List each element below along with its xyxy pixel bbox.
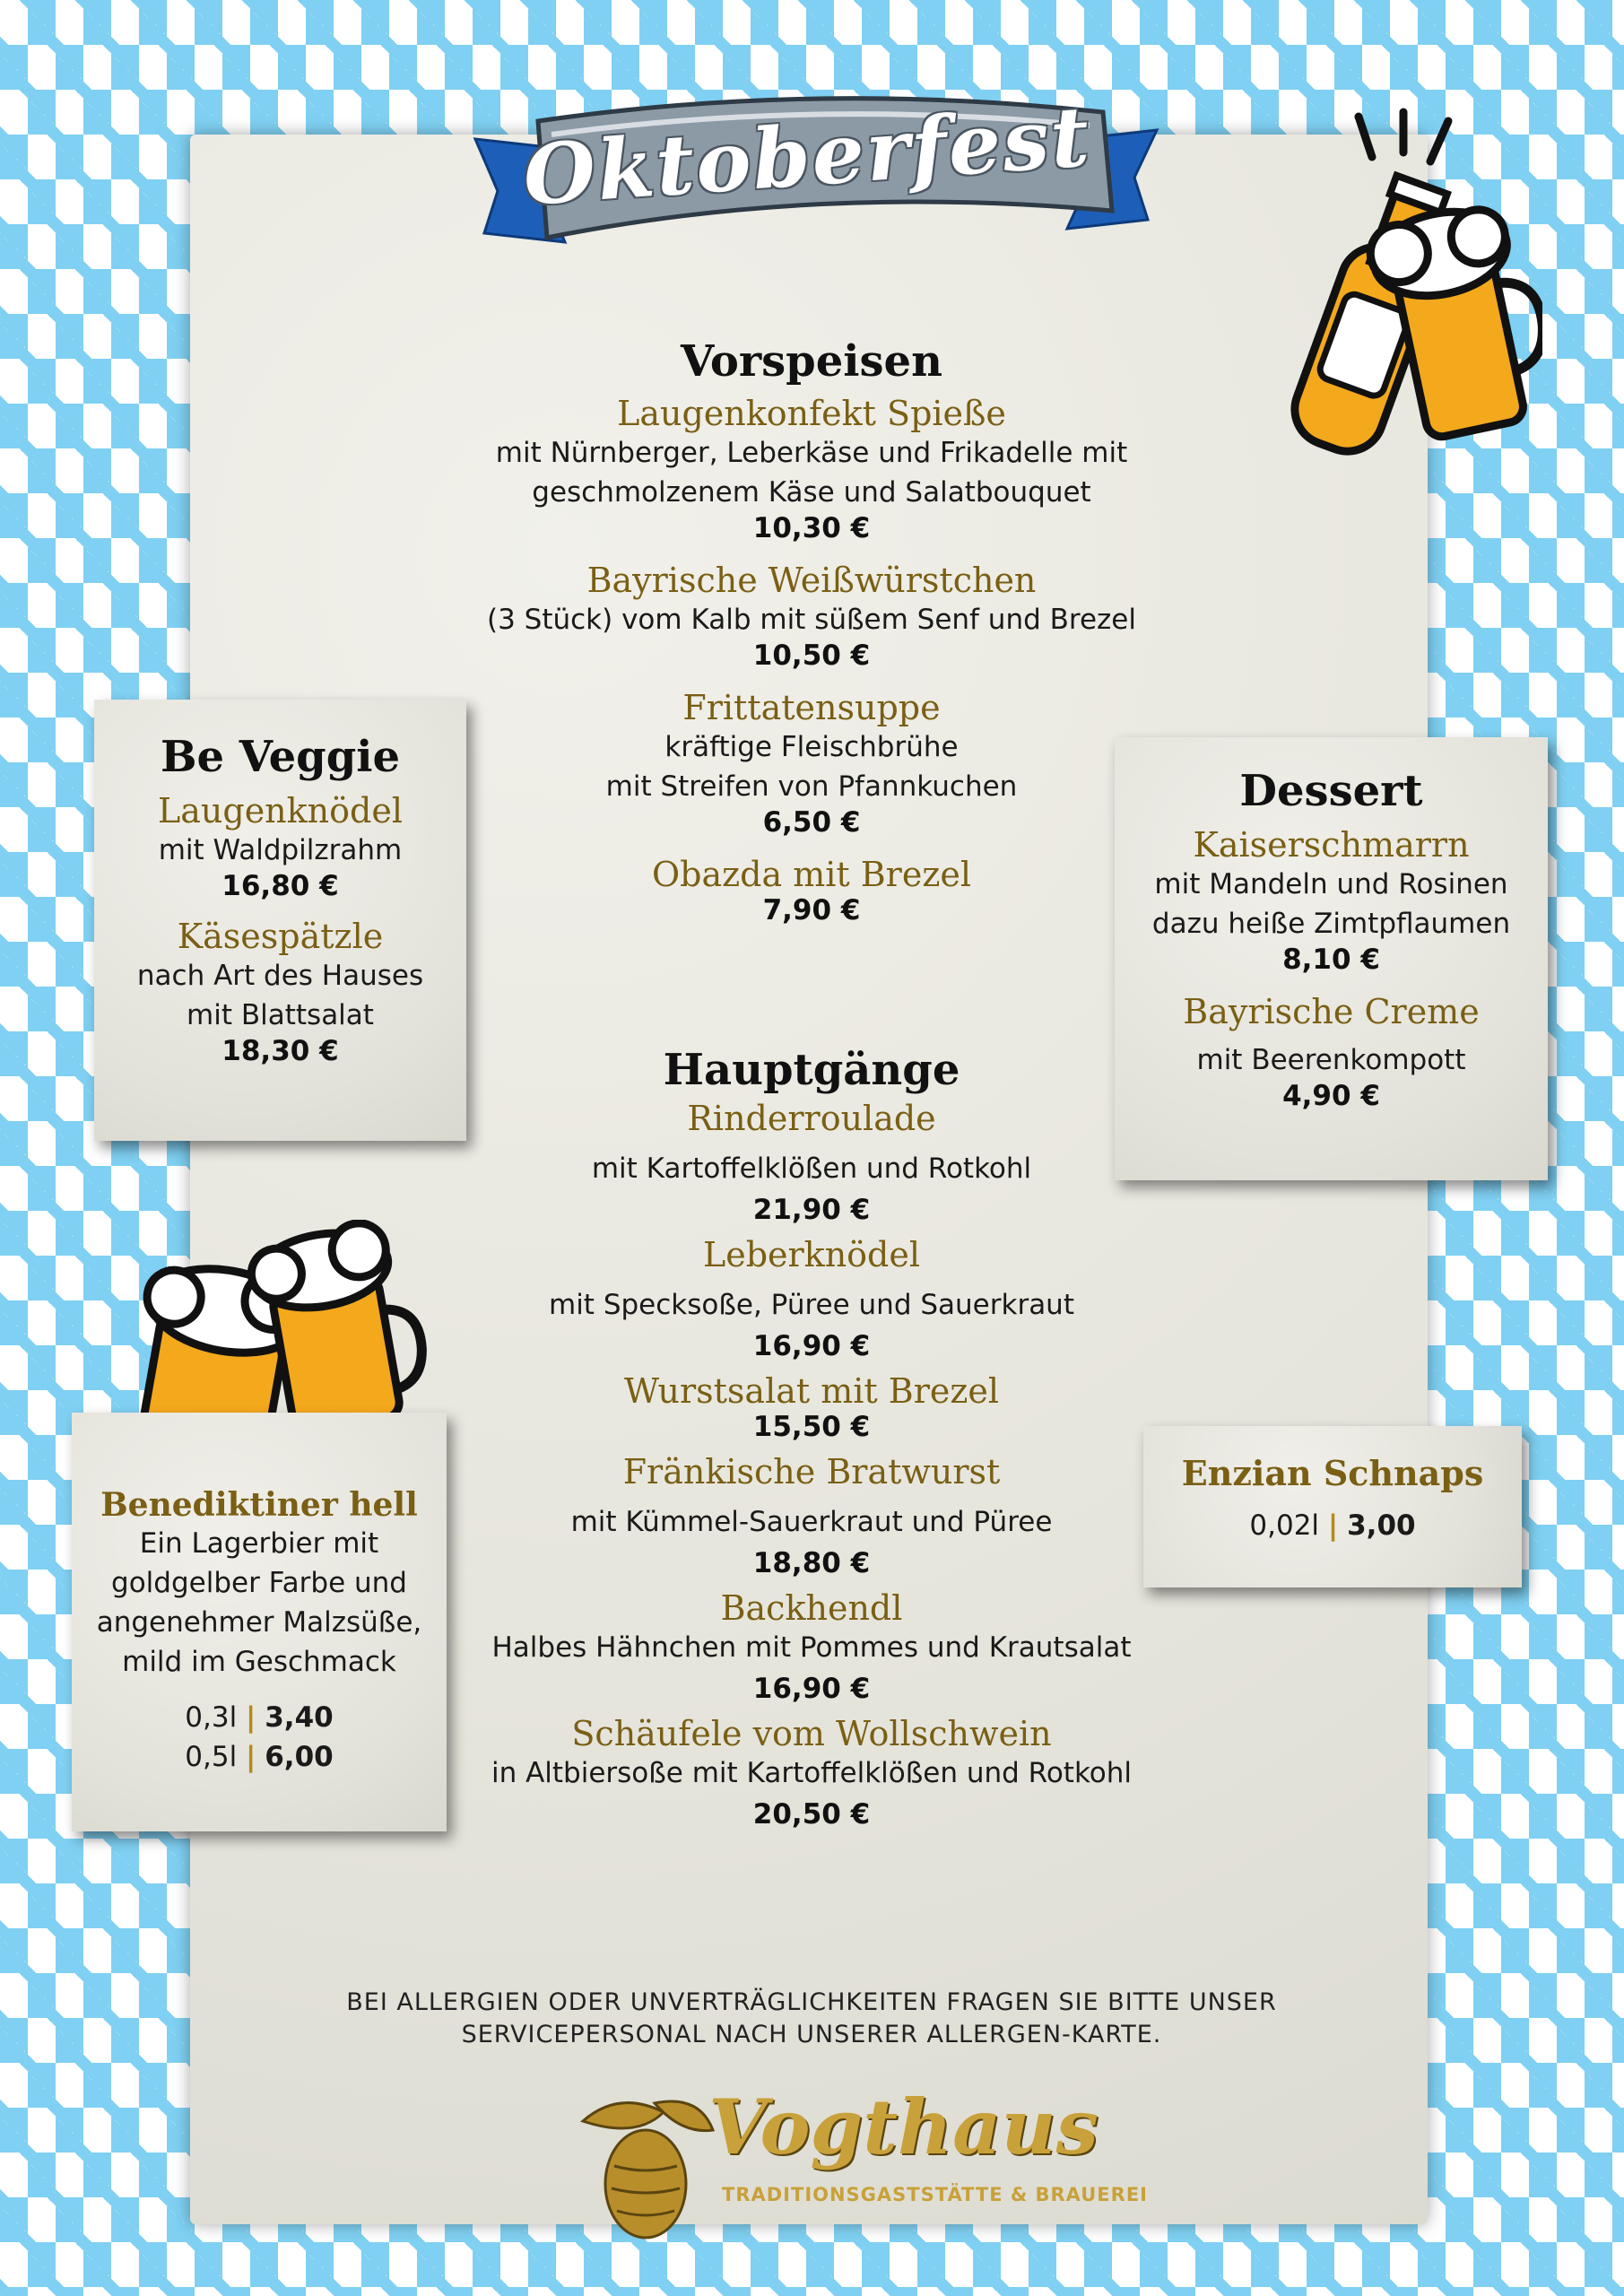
dish-price: 16,80 € <box>221 870 339 902</box>
dish-price: 10,50 € <box>752 639 871 672</box>
dish-price: 16,90 € <box>752 1673 871 1705</box>
dish-name: Leberknödel <box>702 1235 921 1274</box>
dish-desc: mit Kümmel-Sauerkraut und Püree <box>570 1506 1053 1538</box>
dish-desc: Halbes Hähnchen mit Pommes und Krautsalat <box>491 1631 1132 1664</box>
menu-item <box>386 1452 1238 1579</box>
menu-item <box>386 855 1238 926</box>
card-beer <box>72 1413 447 1831</box>
beer-desc-line: goldgelber Farbe und <box>111 1567 407 1599</box>
dish-desc: in Altbiersoße mit Kartoffelklößen und Rotkohl <box>491 1757 1133 1789</box>
dish-name: Kaiserschmarrn <box>1193 825 1470 865</box>
separator: | <box>1327 1509 1339 1542</box>
beer-price: 6,00 <box>265 1741 334 1773</box>
section-vorspeisen <box>386 336 1238 943</box>
dish-price: 10,30 € <box>752 512 871 544</box>
dish-name: Käsespätzle <box>177 917 384 956</box>
dish-price: 21,90 € <box>752 1194 871 1226</box>
card-veggie <box>94 700 466 1141</box>
dish-price: 20,50 € <box>752 1798 871 1831</box>
beer-bottle-and-mug-icon <box>1238 108 1542 466</box>
dish-desc: mit Nürnberger, Leberkäse und Frikadelle mit <box>495 437 1128 469</box>
card-schnaps <box>1143 1426 1522 1587</box>
dish-name: Schäufele vom Wollschwein <box>571 1714 1052 1753</box>
allergen-note-line: SERVICEPERSONAL NACH UNSERER ALLERGEN-KARTE. <box>461 2021 1162 2048</box>
dish-desc: kräftige Fleischbrühe <box>664 731 959 763</box>
menu-item <box>386 561 1238 672</box>
dish-name: Laugenknödel <box>158 791 403 831</box>
dish-price: 8,10 € <box>1282 944 1380 976</box>
menu-item <box>386 1235 1238 1362</box>
schnaps-size-row <box>1143 1506 1522 1545</box>
beer-size-row <box>72 1737 447 1777</box>
beer-desc-line: mild im Geschmack <box>122 1646 396 1678</box>
dish-desc: dazu heiße Zimtpflaumen <box>1151 908 1511 940</box>
menu-item <box>386 1714 1238 1831</box>
section-title: Hauptgänge <box>663 1045 960 1095</box>
logo-subtitle: TRADITIONSGASTSTÄTTE & BRAUEREI <box>722 2184 1148 2205</box>
beer-size: 0,5l <box>185 1741 238 1773</box>
beer-desc-line: Ein Lagerbier mit <box>139 1527 379 1560</box>
dish-name: Backhendl <box>720 1588 903 1628</box>
page-title: Oktoberfest <box>520 88 1094 224</box>
menu-item <box>386 1371 1238 1443</box>
dish-price: 16,90 € <box>752 1330 871 1362</box>
section-title: Dessert <box>1239 766 1423 816</box>
section-title: Be Veggie <box>160 732 401 782</box>
menu-item <box>386 394 1238 544</box>
section-title: Vorspeisen <box>681 336 942 387</box>
dish-name: Bayrische Weißwürstchen <box>586 561 1037 600</box>
beer-price: 3,40 <box>265 1701 334 1734</box>
dish-desc: geschmolzenem Käse und Salatbouquet <box>532 476 1091 509</box>
dish-name: Bayrische Creme <box>1183 992 1480 1031</box>
dish-desc: nach Art des Hauses <box>136 960 424 992</box>
schnaps-price: 3,00 <box>1347 1509 1416 1542</box>
beer-name: Benediktiner hell <box>100 1486 418 1524</box>
dish-name: Frittatensuppe <box>682 688 941 727</box>
dish-desc: mit Mandeln und Rosinen <box>1154 868 1508 900</box>
dish-price: 6,50 € <box>762 806 861 839</box>
dish-name: Fränkische Bratwurst <box>622 1452 1001 1492</box>
dish-price: 18,80 € <box>752 1547 871 1579</box>
beer-desc-line: angenehmer Malzsüße, <box>96 1606 422 1639</box>
dish-desc: mit Waldpilzrahm <box>158 834 403 866</box>
dish-desc: mit Blattsalat <box>187 999 374 1031</box>
card-dessert <box>1115 737 1548 1180</box>
beer-size-row <box>72 1698 447 1737</box>
dish-price: 15,50 € <box>752 1411 871 1443</box>
dish-desc: mit Specksoße, Püree und Sauerkraut <box>549 1289 1074 1321</box>
logo-name: Vogthaus <box>708 2083 1099 2171</box>
dish-desc: mit Streifen von Pfannkuchen <box>605 770 1018 803</box>
menu-item <box>386 1099 1238 1226</box>
separator: | <box>246 1741 256 1773</box>
menu-item <box>386 688 1238 839</box>
dish-desc: mit Beerenkompott <box>1196 1044 1466 1076</box>
section-hauptgaenge <box>386 1045 1238 1847</box>
dish-desc: mit Kartoffelklößen und Rotkohl <box>591 1152 1032 1185</box>
hops-logo-icon <box>565 2085 717 2247</box>
allergen-note-line: BEI ALLERGIEN ODER UNVERTRÄGLICHKEITEN FRAGEN SIE BITTE UNSER <box>346 1988 1277 2016</box>
dish-price: 18,30 € <box>221 1035 339 1067</box>
dish-name: Rinderroulade <box>687 1099 936 1138</box>
dish-desc: (3 Stück) vom Kalb mit süßem Senf und Brezel <box>486 604 1136 636</box>
dish-name: Obazda mit Brezel <box>652 855 971 894</box>
menu-item <box>386 1588 1238 1705</box>
beer-size: 0,3l <box>185 1701 238 1734</box>
dish-name: Wurstsalat mit Brezel <box>623 1371 1000 1411</box>
dish-price: 4,90 € <box>1282 1080 1380 1112</box>
schnaps-name: Enzian Schnaps <box>1181 1453 1484 1493</box>
schnaps-size: 0,02l <box>1249 1509 1320 1542</box>
dish-name: Laugenkonfekt Spieße <box>617 394 1006 433</box>
separator: | <box>246 1701 256 1734</box>
dish-price: 7,90 € <box>762 894 861 926</box>
allergen-note <box>269 1987 1354 2051</box>
